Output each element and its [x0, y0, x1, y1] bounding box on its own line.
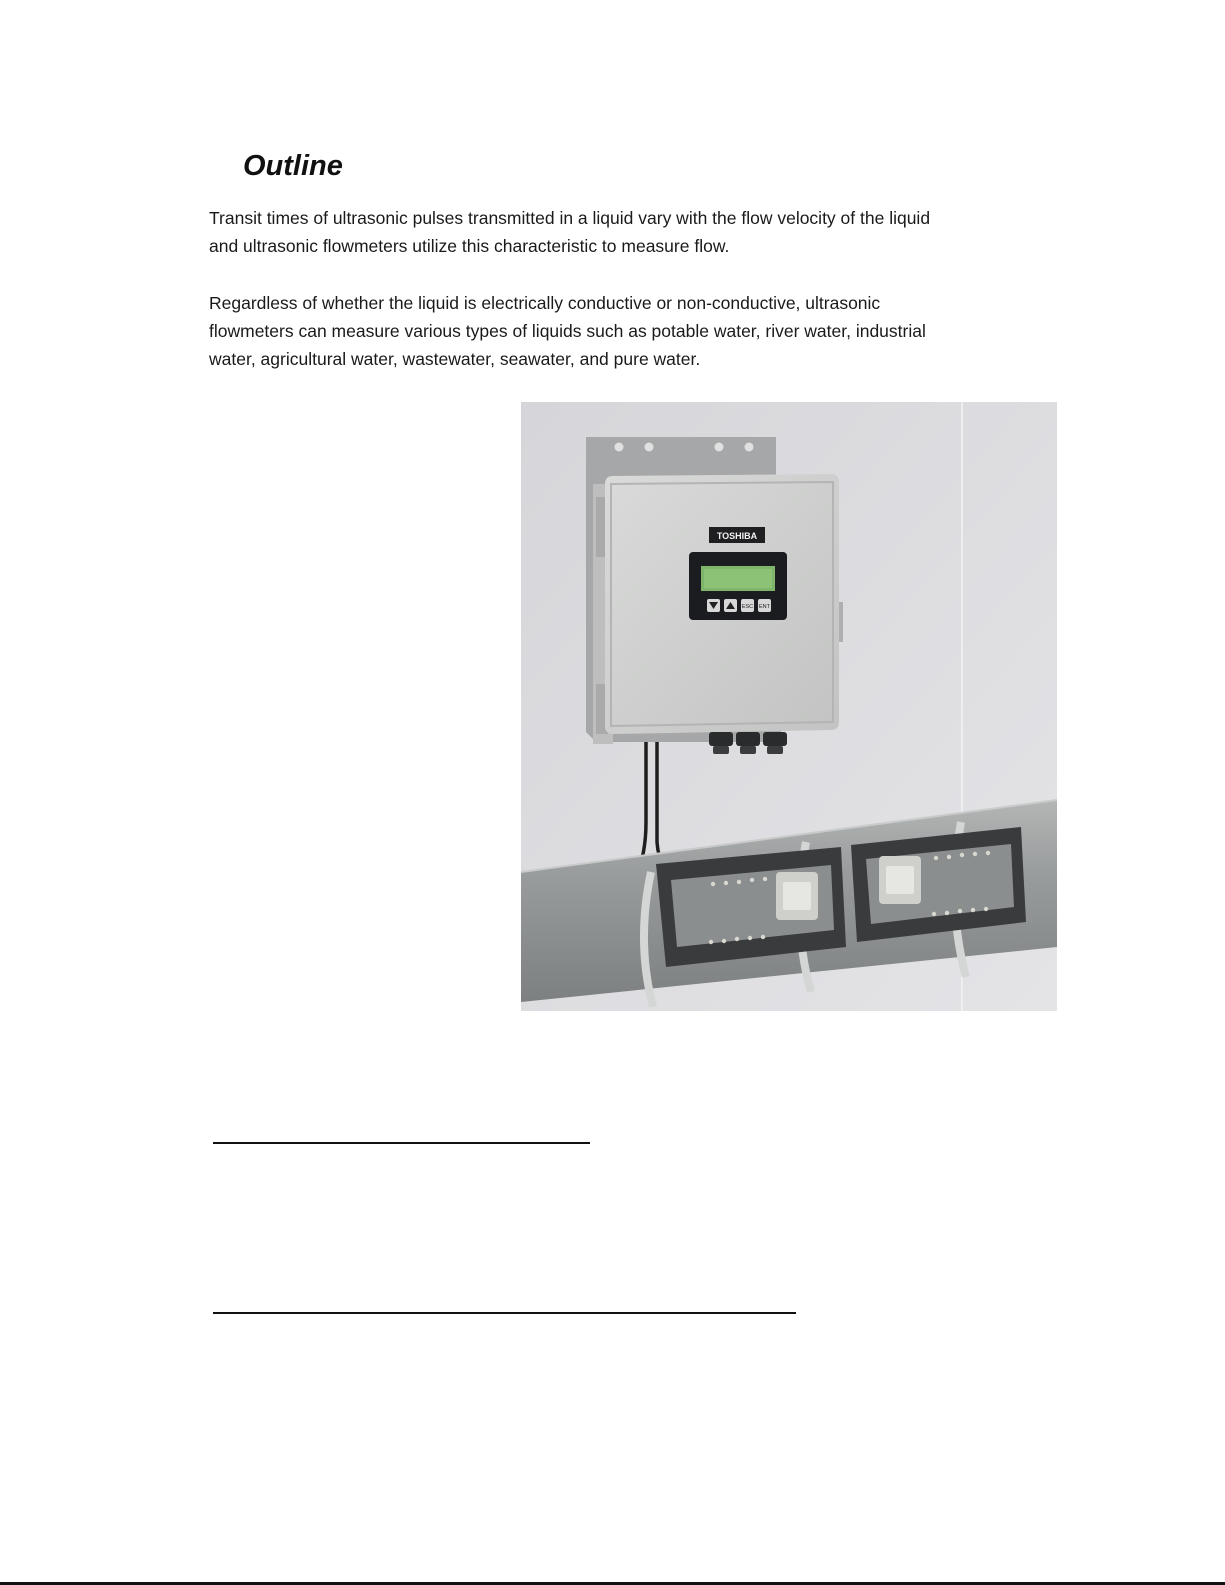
text-line: and ultrasonic flowmeters utilize this characteristic to measure flow. [209, 236, 730, 256]
section-heading: Outline [243, 150, 343, 182]
cable-glands [709, 732, 787, 754]
text-line: Regardless of whether the liquid is electrically conductive or non-conductive, ultrasonic [209, 293, 881, 313]
text-line: Transit times of ultrasonic pulses transmitted in a liquid vary with the flow velocity of the liquid [209, 208, 931, 228]
intro-paragraph [209, 204, 1059, 260]
horizontal-rule [213, 1312, 796, 1314]
display-panel [689, 552, 787, 620]
flowmeter-photo [521, 402, 1057, 1011]
ent-key-label: ENT [759, 604, 770, 610]
brand-label: TOSHIBA [716, 531, 758, 541]
text-line: water, agricultural water, wastewater, seawater, and pure water. [209, 349, 701, 369]
transducer-frame [851, 827, 1026, 942]
liquids-paragraph [209, 289, 1059, 373]
text-line: flowmeters can measure various types of liquids such as potable water, river water, industrial [209, 321, 926, 341]
transducer-frame [656, 847, 846, 967]
horizontal-rule [213, 1142, 590, 1144]
esc-key-label: ESC [741, 604, 754, 610]
